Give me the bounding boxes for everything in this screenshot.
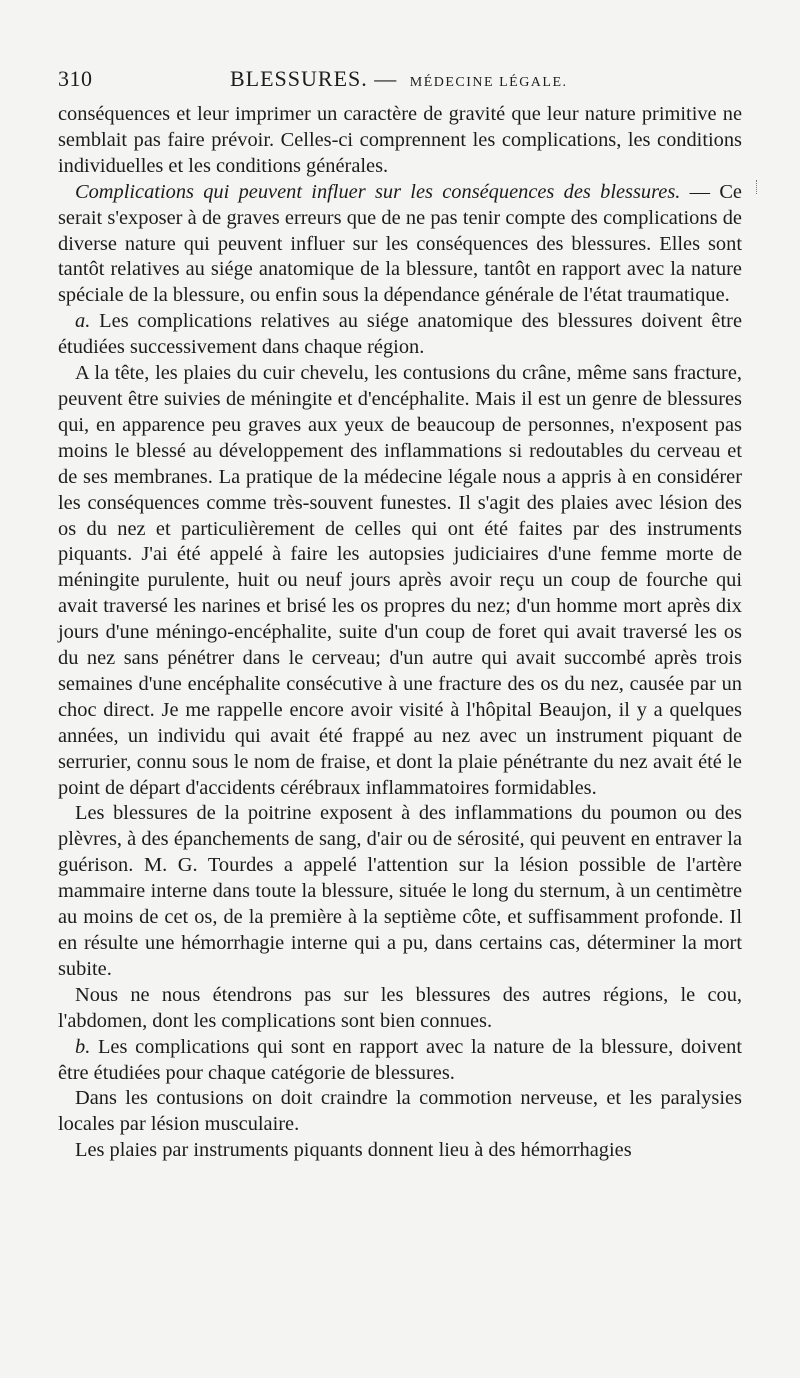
paragraph-text: conséquences et leur imprimer un caractère de gravité que leur nature primitive ne semblait pas faire prévoir. Celles-ci comprennent les complications, les conditions individuelles et les conditions générales.: [58, 103, 742, 177]
margin-mark: [756, 180, 765, 194]
paragraph-italic-lead: Complications qui peuvent influer sur les conséquences des blessures.: [75, 180, 681, 203]
paragraph-text: Les complications relatives au siége anatomique des blessures doivent être étudiées successivement dans chaque région.: [58, 310, 742, 359]
running-title-section: MÉDECINE LÉGALE.: [409, 75, 568, 90]
paragraph-plaies: [58, 1138, 742, 1164]
paragraph-text: Les blessures de la poitrine exposent à des inflammations du poumon ou des plèvres, à des épanchements de sang, d'air ou de sérosité, qui peuvent en entraver la guérison. M. G. Tourdes a appelé l'attention sur la lésion possible de l'artère mammaire interne dans toute la blessure, située le long du sternum, à un centimètre au moins de cet os, de la première à la septième côte, et suffisamment profonde. Il en résulte une hémorrhagie interne qui a pu, dans certains cas, déterminer la mort subite.: [58, 802, 742, 980]
paragraph-tete: [58, 361, 742, 801]
running-title: [230, 66, 568, 92]
paragraph-text: Nous ne nous étendrons pas sur les blessures des autres régions, le cou, l'abdomen, dont les complications sont bien connues.: [58, 983, 742, 1032]
paragraph-b: [58, 1035, 742, 1087]
paragraph-text: Les complications qui sont en rapport avec la nature de la blessure, doivent être étudiées pour chaque catégorie de blessures.: [58, 1035, 742, 1084]
paragraph-text: Les plaies par instruments piquants donnent lieu à des hémorrhagies: [75, 1139, 632, 1162]
paragraph-autres-regions: [58, 983, 742, 1035]
paragraph-text: — Ce serait s'exposer à de graves erreurs que de ne pas tenir compte des complications de diverse nature qui peuvent influer sur les conséquences des blessures. Elles sont tantôt relatives au siége anatomique de la blessure, tantôt en rapport avec la nature spéciale de la blessure, ou enfin sous la dépendance générale de l'état traumatique.: [58, 180, 742, 307]
paragraph-italic-lead: b.: [75, 1035, 91, 1058]
paragraph-italic-lead: a.: [75, 310, 91, 333]
page-number: 310: [58, 66, 93, 91]
paragraph-continuation: [58, 102, 742, 180]
running-header: [58, 66, 742, 96]
paragraph-complications: [58, 180, 742, 310]
paragraph-poitrine: [58, 801, 742, 982]
running-title-main: BLESSURES. —: [230, 66, 398, 91]
paragraph-text: Dans les contusions on doit craindre la commotion nerveuse, et les paralysies locales par lésion musculaire.: [58, 1087, 742, 1136]
paragraph-contusions: [58, 1086, 742, 1138]
body-text: [58, 102, 742, 1164]
paragraph-a: [58, 309, 742, 361]
paragraph-text: A la tête, les plaies du cuir chevelu, les contusions du crâne, même sans fracture, peuvent être suivies de méningite et d'encéphalite. Mais il est un genre de blessures qui, en apparence peu graves aux yeux de beaucoup de personnes, n'exposent pas moins le blessé au développement des inflammations si redoutables du cerveau et de ses membranes. La pratique de la médecine légale nous a appris à en considérer les conséquences comme très-souvent funestes. Il s'agit des plaies avec lésion des os du nez et particulièrement de celles qui ont été faites par des instruments piquants. J'ai été appelé à faire les autopsies judiciaires d'une femme morte de méningite purulente, huit ou neuf jours après avoir reçu un coup de fourche qui avait traversé les narines et brisé les os propres du nez; d'un homme mort après dix jours d'une méningo-encéphalite, suite d'un coup de foret qui avait traversé les os du nez sans pénétrer dans le cerveau; d'un autre qui avait succombé après trois semaines d'une encéphalite consécutive à une fracture des os du nez, causée par un choc direct. Je me rappelle encore avoir visité à l'hôpital Beaujon, il y a quelques années, un individu qui avait été frappé au nez avec un instrument piquant de serrurier, connu sous le nom de fraise, et dont la plaie pénétrante du nez avait été le point de départ d'accidents cérébraux inflammatoires formidables.: [58, 362, 742, 799]
